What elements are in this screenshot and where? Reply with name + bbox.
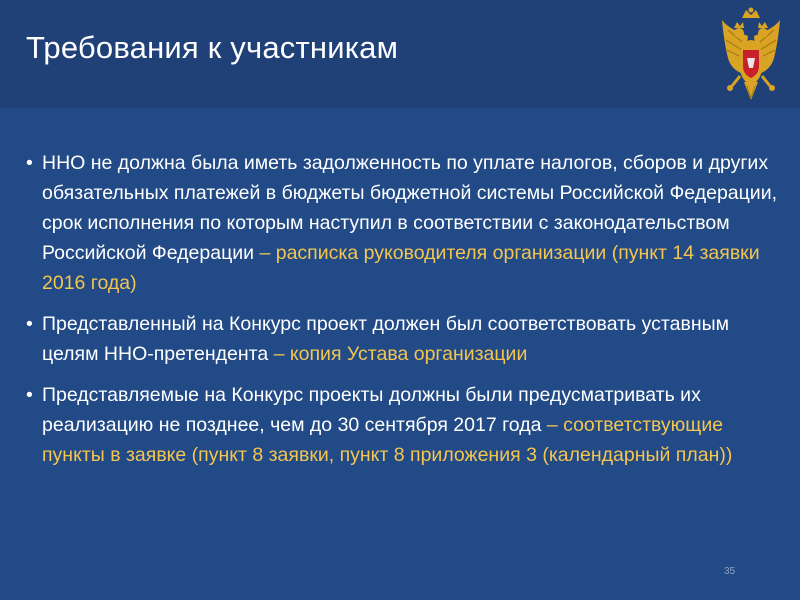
bullet-icon: • <box>26 152 33 174</box>
bullet-item-3 <box>26 380 778 470</box>
bullet-text: ННО не должна была иметь задолженность по уплате налогов, сборов и других обязательных платежей в бюджеты бюджетной системы Российской Федерации, срок исполнения по которым наступил в соответствии с законодательством Российской Федерации <box>42 152 778 264</box>
bullet-icon: • <box>26 384 33 406</box>
bullet-accent-text: – копия Устава организации <box>273 343 528 365</box>
bullet-text: Представленный на Конкурс проект должен был соответствовать уставным целям ННО-претендента <box>42 313 730 365</box>
bullet-item-1 <box>26 148 778 298</box>
bullet-list <box>26 148 778 481</box>
bullet-accent-text: – соответствующие пункты в заявке (пункт 8 заявки, пункт 8 приложения 3 (календарный план)) <box>42 414 733 466</box>
bullet-item-2 <box>26 309 778 369</box>
page-number: 35 <box>724 566 736 577</box>
slide-title: Требования к участникам <box>26 30 399 65</box>
bullet-icon: • <box>26 313 33 335</box>
bullet-accent-text: – расписка руководителя организации (пункт 14 заявки 2016 года) <box>42 242 760 294</box>
bullet-text: Представляемые на Конкурс проекты должны были предусматривать их реализацию не позднее, чем до 30 сентября 2017 года <box>42 384 701 436</box>
header-band <box>0 0 800 108</box>
russian-coat-of-arms-icon <box>720 6 782 104</box>
